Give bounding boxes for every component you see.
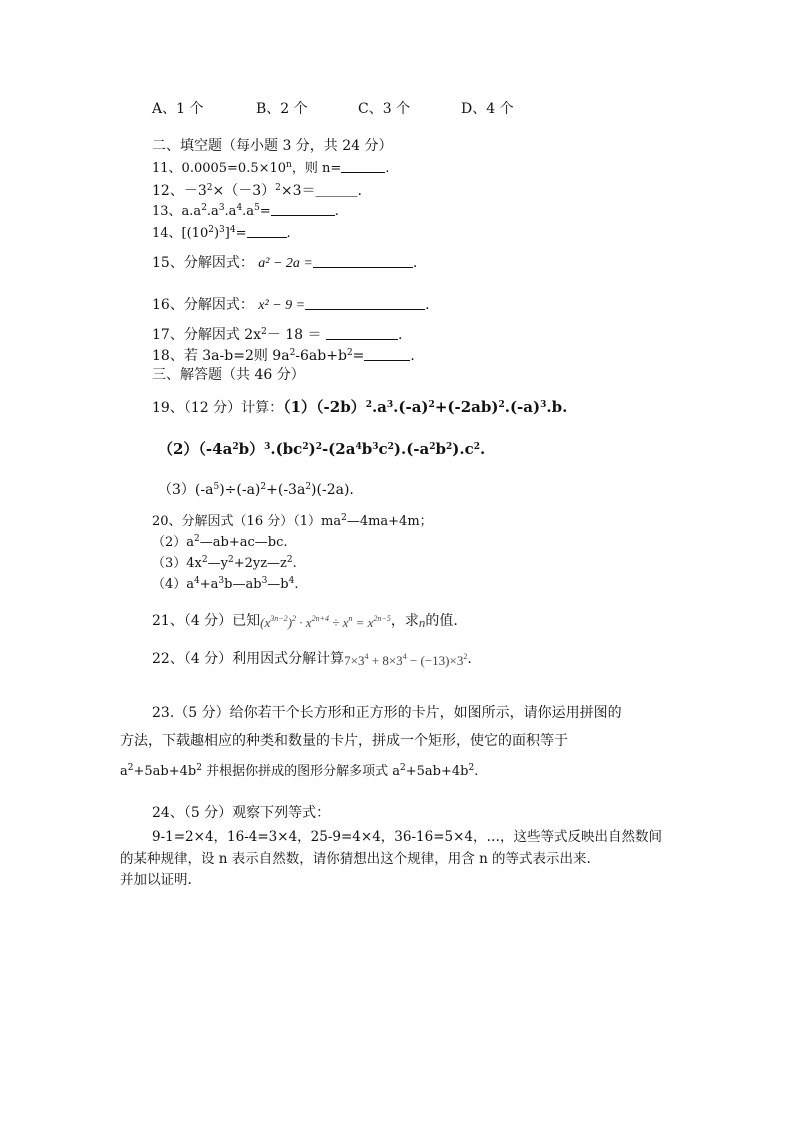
section-heading-solve: 三、解答题（共 46 分）	[152, 367, 305, 383]
question-11: 11、$0.0005=0.5\times 10^n$，则 n= .	[152, 160, 390, 176]
question-20-part-4: $(4)a^4+a^3b—ab^3—b^4$.	[152, 576, 299, 592]
option-b: B、2 个	[256, 101, 308, 117]
option-c: C、3 个	[358, 101, 411, 117]
formula-image-q21: $(x^{3n-2})^2 \cdot x^{2n+4} \div x^n = x^{2n-5}$	[260, 614, 391, 630]
question-17: 17、分解因式 $2x^2- 18$ ＝ .	[152, 327, 403, 343]
question-16: 16、分解因式： x² − 9 = .	[152, 297, 430, 313]
question-22: 22、（4 分）利用因式分解计算$7\times 3^4 + 8\times 3^4 - (-13)\times 3^2$.	[152, 651, 472, 668]
option-d: D、4 个	[461, 101, 514, 117]
answer-blank	[313, 255, 413, 268]
question-20: 20、分解因式（16 分）$(1)ma^2—4ma+4m$；	[152, 513, 433, 529]
question-24-line-2: 的某种规律，设 n 表示自然数，请你猜想出这个规律，用含 n 的等式表示出来.	[120, 851, 591, 867]
answer-blank	[341, 160, 385, 173]
section-heading-fill-blank: 二、填空题（每小题 3 分，共 24 分）	[152, 138, 393, 154]
question-20-part-2: $(2)a^2—ab+ac—bc$.	[152, 534, 288, 550]
question-14: 14、$[(10^2)^3]^4=$ .	[152, 225, 291, 241]
question-12: 12、$-3^2\times(-3)^2\times 3=\_\_\_$.	[152, 183, 362, 199]
answer-blank	[247, 225, 287, 238]
option-a: A、1 个	[152, 101, 204, 117]
formula-image-q22: $7\times 3^4 + 8\times 3^4 - (-13)\times 3^2$	[344, 652, 468, 668]
question-18: 18、若 3a-b=2则 $9a^2-6ab+b^2=$ .	[152, 348, 415, 364]
question-23-line-1: 23.（5 分）给你若干个长方形和正方形的卡片，如图所示，请你运用拼图的	[152, 705, 622, 721]
answer-blank	[271, 203, 335, 216]
question-21: 21、（4 分）已知$(x^{3n-2})^2 \cdot x^{2n+4} \div x^n = x^{2n-5}$，求n的值.	[152, 613, 458, 630]
question-23-line-2: 方法，下载趣相应的种类和数量的卡片，拼成一个矩形，使它的面积等于	[120, 733, 568, 749]
question-15: 15、分解因式： a² − 2a = .	[152, 255, 418, 271]
question-23-line-3: $a^2+5ab+4b^2$ 并根据你拼成的图形分解多项式 $a^2+5ab+4b^2$.	[120, 763, 479, 779]
question-19-part-3: $(3)(-a^5)\div(-a)^2+(-3a^2)(-2a)$.	[158, 482, 354, 498]
answer-blank	[305, 297, 425, 310]
question-24-line-1: 9-1=2×4，16-4=3×4，25-9=4×4，36-16=5×4，…，这些等式反映出自然数间	[152, 829, 663, 845]
question-19-part-1: 19、（12 分）计算：$(1)(-2b)^2.a^3.(-a)^2+(-2ab)^2.(-a)^3.b$.	[152, 398, 568, 416]
question-24-line-3: 并加以证明.	[120, 872, 192, 888]
answer-blank	[326, 327, 398, 340]
question-20-part-3: $(3)4x^2—y^2+2yz—z^2$.	[152, 555, 297, 571]
question-19-part-2: $(2)(-4a^2b)^3.(bc^2)^2-(2a^4b^3c^2).(-a^2b^2).c^2$.	[158, 440, 486, 458]
answer-blank	[364, 348, 410, 361]
question-13: 13、$a.a^2.a^3.a^4.a^5=$ .	[152, 203, 339, 219]
question-24-heading: 24、（5 分）观察下列等式：	[152, 805, 331, 821]
